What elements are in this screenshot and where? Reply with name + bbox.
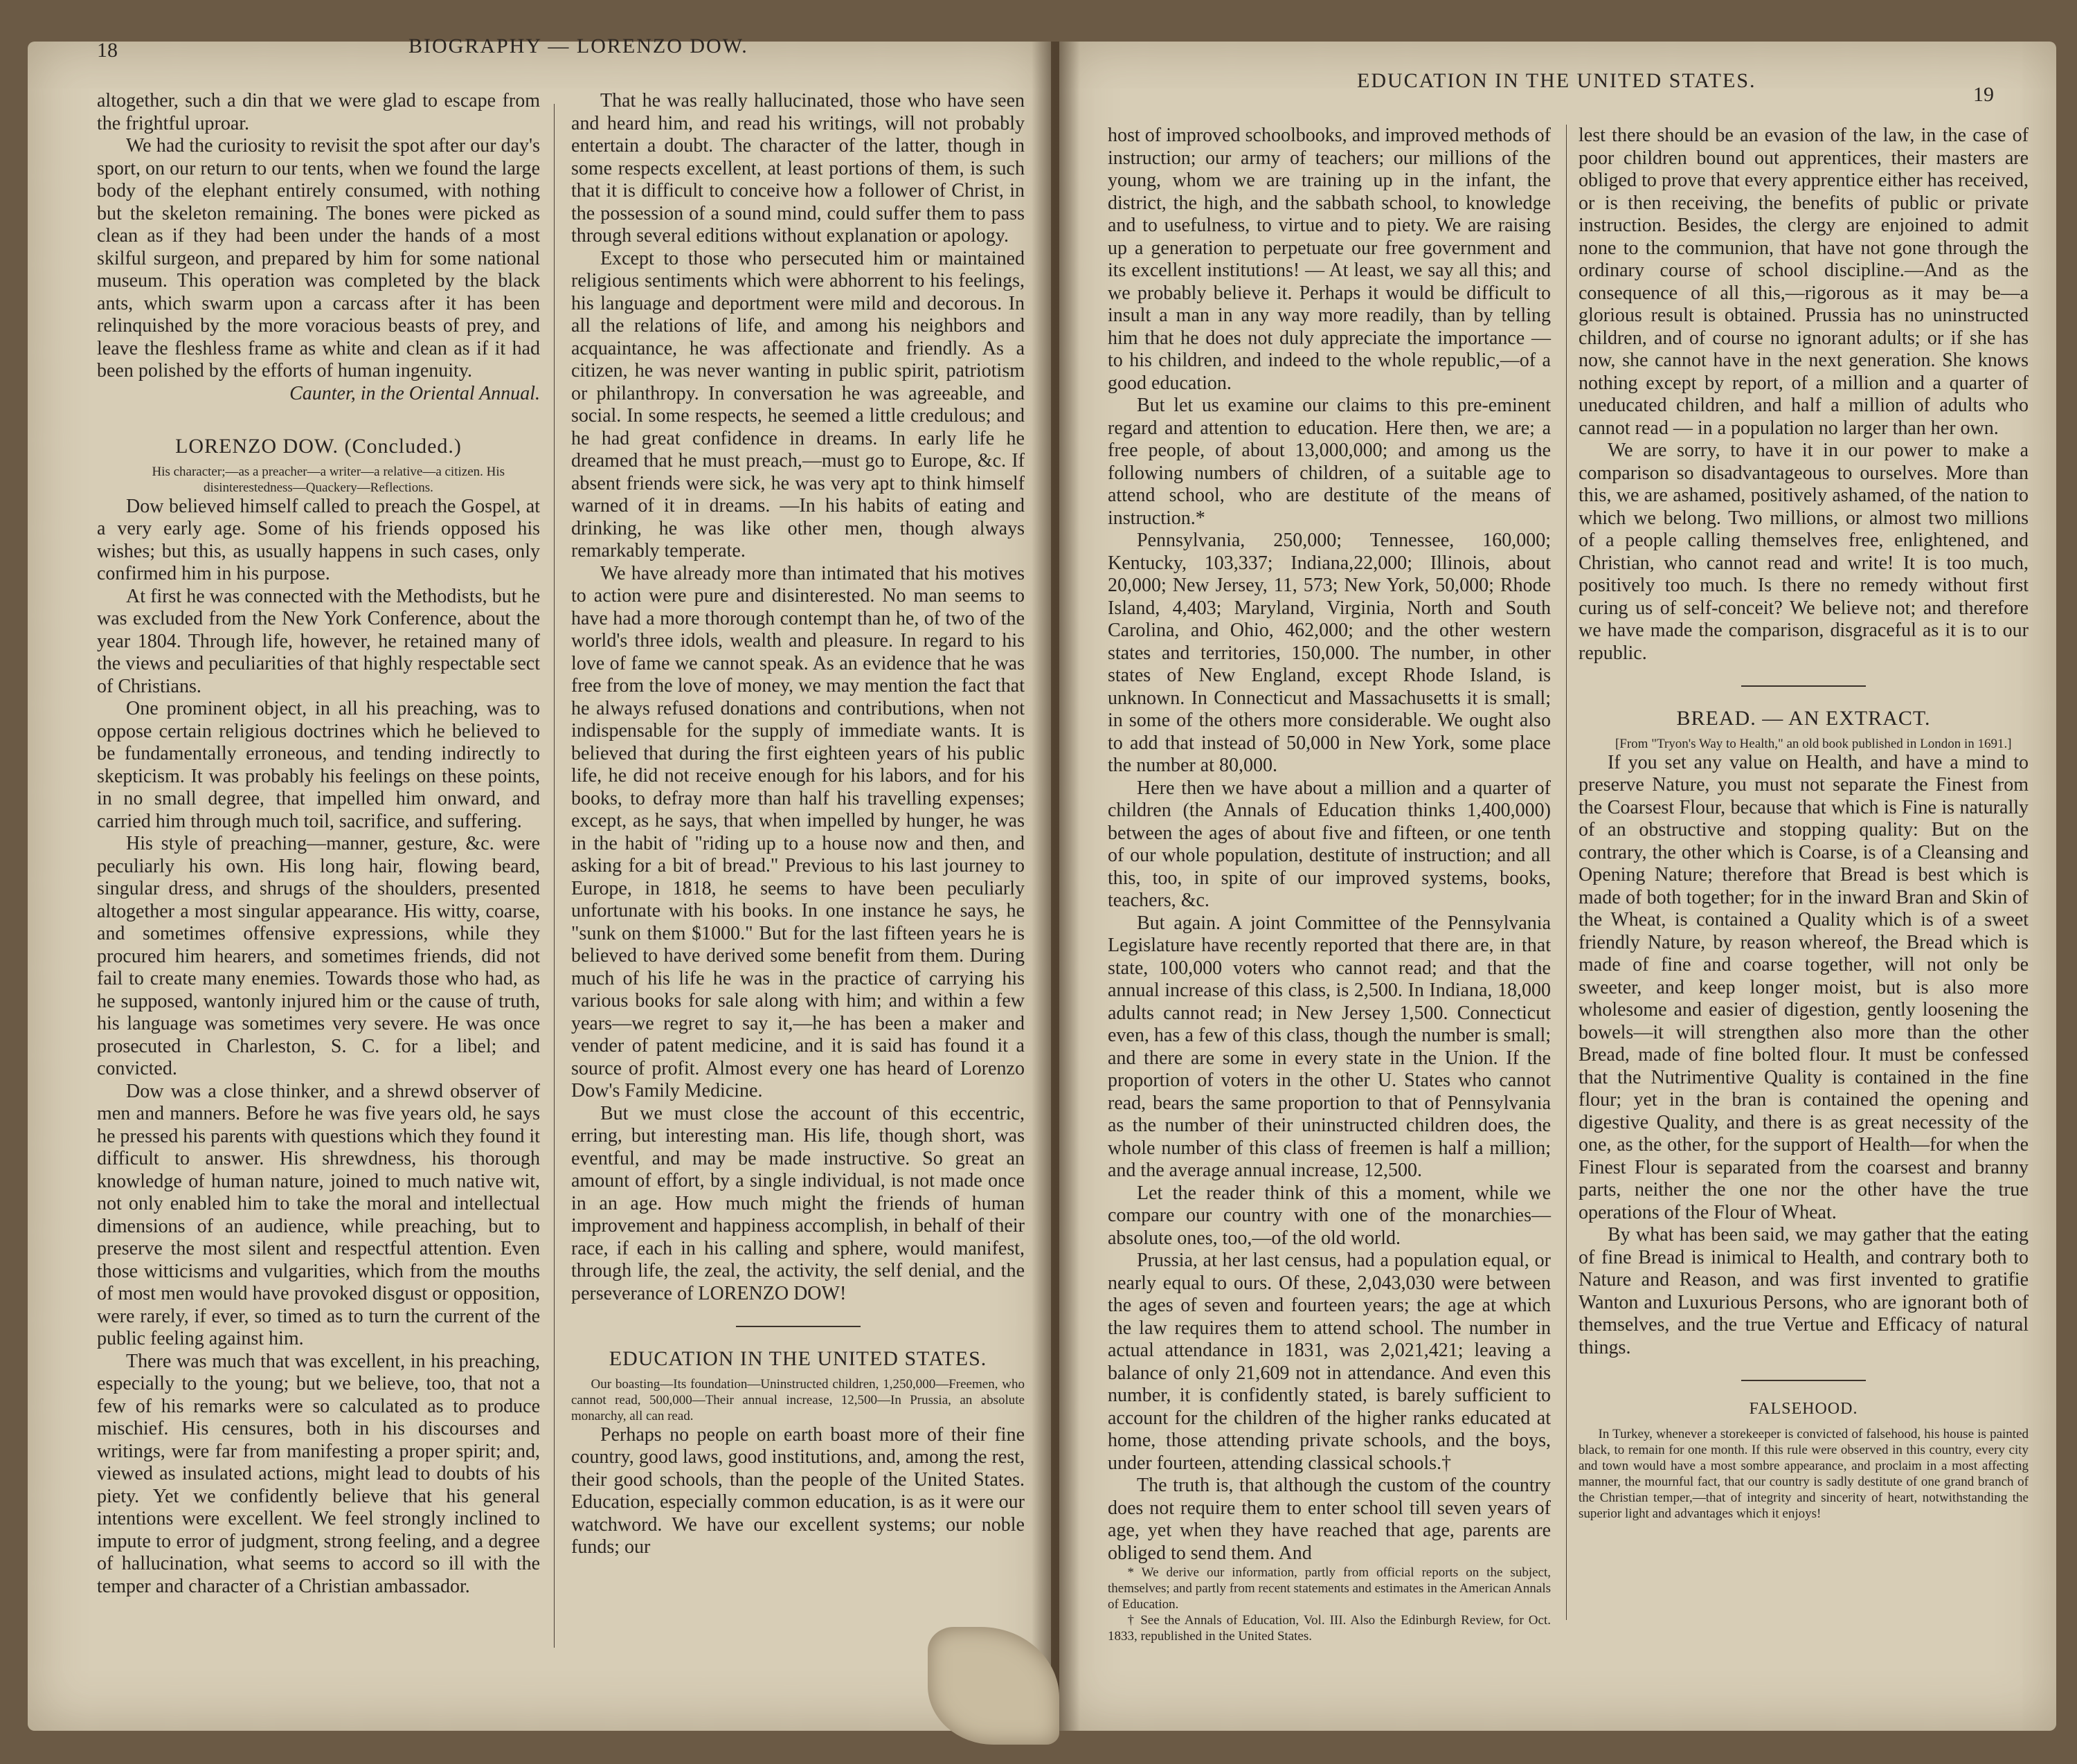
book-gutter [1032,42,1080,1731]
column-divider-right [1566,125,1567,1620]
page-header-right: EDUCATION IN THE UNITED STATES. [1357,69,1756,92]
attribution: Caunter, in the Oriental Annual. [289,382,540,404]
paragraph: That he was really hallucinated, those who have seen and heard him, and read his writings, will not probably entertain a doubt. The character of the latter, though in some respects excellent, at least portions of them, is such that it is difficult to conceive how a follower of Christ, in the possession of a sound mind, could suffer them to pass through several editions without explanation or apology. [571,90,1025,246]
footnote: * We derive our information, partly from official reports on the subject, themselves; and partly from recent statements and estimates in the American Annals of Education. [1108,1565,1552,1612]
paragraph: But again. A joint Committee of the Pennsylvania Legislature have recently reported that there are, in that state, 100,000 voters who cannot read; and that the annual increase of this class, is 2,500. In Indiana, 18,000 adults cannot read; in New Jersey 1,500. Connecticut even, has a few of this class, though the number is small; and there are some in every state in the Union. If the proportion of voters in the other U. States who cannot read, bears the same proportion to that of Pennsylvania as the number of their uninstructed children does, the whole number of this class of freemen is half a million; and the average annual increase, 12,500. [1108,912,1551,1181]
section-rule [736,1326,861,1327]
paragraph: Perhaps no people on earth boast more of their fine country, good laws, good institutions, and, among the rest, their good schools, than the people of the United States. Education, especially common education, is as it were our watchword. We have our excellent systems; our noble funds; our [571,1423,1025,1558]
paragraph: We have already more than intimated that his motives to action were pure and disinterested. No man seems to have had a more thorough contempt than he, of two of the world's three idols, wealth and pleasure. In regard to his love of fame we cannot speak. As an evidence that he was free from the love of money, we may mention the fact that he always refused donations and contributions, when not indispensable for the supply of immediate wants. It is believed that during the first eighteen years of his public life, he did not receive enough for his labors, and for his books, to defray more than half his travelling expenses; except, as he says, that when impelled by hunger, he was in the habit of "riding up to a house now and then, and asking for a bit of bread." Previous to his last journey to Europe, in 1818, he seems to have been peculiarly unfortunate with his books. In one instance he says, he "sunk on them $1000." But for the last fifteen years he is believed to have derived some benefit from them. During much of his life he was in the practice of carrying his various books for sale along with him; and within a few years—we regret to say it,—he has been a maker and vender of patent medicine, and it is said has found it a source of profit. Almost every one has heard of Lorenzo Dow's Family Medicine. [571,562,1025,1101]
paragraph: His style of preaching—manner, gesture, &c. were peculiarly his own. His long hair, flowing beard, singular dress, and shrugs of the shoulders, presented altogether a most singular appearance. His witty, coarse, and sometimes offensive expressions, while they procured him hearers, and sometimes friends, did not fail to create many enemies. Towards those who had, as he supposed, wantonly injured him or the cause of truth, his language was sometimes very severe. He was once prosecuted in Charleston, S. C. for a libel; and convicted. [97,833,540,1079]
paragraph: Except to those who persecuted him or maintained religious sentiments which were abhorrent to his feelings, his language and deportment were mild and decorous. In all the relations of life, and among his neighbors and acquaintance, he was affectionate and friendly. As a citizen, he was never wanting in public spirit, patriotism or philanthropy. In conversation he was agreeable, and social. In some respects, he seemed a little credulous; and he had great confidence in dreams. In early life he dreamed that he must preach,—must go to Europe, &c. If absent friends were sick, he was very apt to think himself warned of it in dreams. —In his habits of eating and drinking, he was like other men, though always remarkably temperate. [571,247,1025,561]
section-caption: [From "Tryon's Way to Health," an old book published in London in 1691.] [1615,736,2012,751]
right-column-1 [1108,125,1551,1644]
paragraph: altogether, such a din that we were glad to escape from the frightful uproar. [97,90,540,134]
paragraph: At first he was connected with the Methodists, but he was excluded from the New York Conference, about the year 1804. Through life, however, he retained many of the views and peculiarities of that highly respectable sect of Christians. [97,585,540,697]
page-number-left: 18 [97,39,118,62]
section-title-falsehood: FALSEHOOD. [1749,1400,1858,1418]
paragraph: We had the curiosity to revisit the spot after our day's sport, on our return to our tents, when we found the large body of the elephant entirely consumed, with nothing but the skeleton remaining. The bones were picked as clean as if they had been under the hands of a most skilful surgeon, and prepared by him for some national museum. This operation was completed by the black ants, which swarm upon a carcass after it has been relinquished by the more voracious beasts of prey, and leave the fleshless frame as white and clean as if it had been polished by the efforts of human ingenuity. [97,135,540,381]
paragraph: But we must close the account of this eccentric, erring, but interesting man. His life, though short, was eventful, and may be made instructive. So great an amount of effort, by a single individual, is not made once in an age. How much might the friends of human improvement and happiness accomplish, in behalf of their race, if each in his calling and sphere, would manifest, through life, the zeal, the activity, the self denial, and the perseverance of LORENZO DOW! [571,1102,1025,1304]
paragraph: We are sorry, to have it in our power to make a comparison so disadvantageous to ourselves. More than this, we are ashamed, positively ashamed, of the nation to which we belong. Two millions, or almost two millions of a people calling themselves free, enlightened, and Christian, who cannot read and write! It is too much, positively too much. Is there no remedy without first curing us of self-conceit? We believe not; and therefore we have made the comparison, disgraceful as it is to our republic. [1579,440,2029,664]
paragraph: Dow was a close thinker, and a shrewd observer of men and manners. Before he was five years old, he says he pressed his parents with questions which they found it difficult to answer. His shrewdness, his thorough knowledge of human nature, joined to much native wit, not only enabled him to take the moral and intellectual dimensions of an audience, while preaching, but to preserve the most silent and respectful attention. Even those witticisms and vulgarities, which from the mouths of most men would have provoked disgust or opposition, were rarely, if ever, so timed as to turn the current of the public feeling against him. [97,1080,541,1349]
paragraph: Pennsylvania, 250,000; Tennessee, 160,000; Kentucky, 103,337; Indiana,22,000; Illinois, about 20,000; New Jersey, 11, 573; New York, 50,000; Rhode Island, 4,403; Maryland, Virginia, North and South Carolina, and Ohio, 462,000; and the other western states and territories, 150,000. The number, in other states of New England, except Rhode Island, is unknown. In Connecticut and Massachusetts it is small; in some of the others more considerable. We ought also to add that instead of 50,000 in New York, some place the number at 80,000. [1108,530,1551,776]
paragraph: Prussia, at her last census, had a population equal, or nearly equal to ours. Of these, 2,043,030 were between the ages of seven and fourteen years; the age at which the law requires them to attend school. The number in actual attendance in 1831, was 2,021,421; leaving a balance of only 21,609 not in attendance. And even this number, it is confidently stated, is barely sufficient to account for the children of the higher ranks educated at home, those attending private schools, and the boys, under fourteen, attending classical schools.† [1108,1250,1551,1474]
paragraph: One prominent object, in all his preaching, was to oppose certain religious doctrines which he believed to be fundamentally erroneous, and tending indirectly to skepticism. It was probably his feelings on these points, in no small degree, that impelled him onward, and carried him through much toil, sacrifice, and suffering. [97,698,540,832]
paragraph: host of improved schoolbooks, and improved methods of instruction; our army of teachers; our millions of the young, whom we are training up in the infant, the district, the high, and the sabbath school, to knowledge and to usefulness, to virtue and to piety. We are raising up a generation to perpetuate our free government and its excellent institutions! — At least, we say all this; and we probably believe it. Perhaps it would be difficult to insult a man in any way more readily, than by telling him that he does not duly appreciate the importance — to his children, and indeed to the whole republic,—of a good education. [1108,125,1551,394]
paragraph: Let the reader think of this a moment, while we compare our country with one of the monarchies—absolute ones, too,—of the old world. [1108,1182,1551,1249]
paragraph: Here then we have about a million and a quarter of children (the Annals of Education thinks 1,400,000) between the ages of about five and fifteen, or one tenth of our whole population, destitute of instruction; and all this, too, in spite of our improved systems, books, teachers, &c. [1108,777,1551,911]
paragraph: In Turkey, whenever a storekeeper is convicted of falsehood, his house is painted black, to remain for one month. If this rule were observed in this country, every city and town would have a most sombre appearance, and proclaim in a most affecting manner, the mournful fact, that our country is sadly destitute of one grand branch of the Christian temper,—that of integrity and sincerity of heart, notwithstanding the superior light and advantages which it enjoys! [1579,1426,2029,1521]
paragraph: Dow believed himself called to preach the Gospel, at a very early age. Some of his friends opposed his wishes; but this, as usually happens in such cases, only confirmed him in his purpose. [97,495,540,584]
paragraph: But let us examine our claims to this pre-eminent regard and attention to education. Here then, we are; a free people, of about 13,000,000; and among us the following numbers of children, of a suitable age to attend school, who are destitute of the means of instruction.* [1108,395,1551,529]
paragraph: There was much that was excellent, in his preaching, especially to the young; but we believe, too, that not a few of his remarks were so calculated as to produce mischief. His censures, both in his discourses and writings, were far from manifesting a proper spirit; and, viewed as insulated actions, might lead to doubts of his piety. Yet we confidently believe that his general intentions were excellent. We feel strongly inclined to impute to error of judgment, strong feeling, and a degree of hallucination, what seems to accord so ill with the temper and character of a Christian ambassador. [97,1350,540,1597]
section-subtitle: His character;—as a preacher—a writer—a relative—a citizen. His disinterestedness—Quackery—Reflections. [152,464,505,495]
section-rule [1741,1380,1866,1381]
section-rule [1741,685,1866,687]
footnote: † See the Annals of Education, Vol. III. Also the Edinburgh Review, for Oct. 1833, republished in the United States. [1108,1613,1551,1644]
section-title-education: EDUCATION IN THE UNITED STATES. [609,1347,987,1370]
paragraph: If you set any value on Health, and have a mind to preserve Nature, you must not separate the Finest from the Coarsest Flour, because that which is Fine is naturally of an obstructive and stopping quality: But on the contrary, the other which is Coarse, is of a Cleansing and Opening Nature; therefore that Bread is best which is made of both together; for in the inward Bran and Skin of the Wheat, is contained a Quality which is of a sweet friendly Nature, by reason whereof, the Bread which is made of fine and coarse together, will not only be sweeter, and keep longer moist, but is also more wholesome and easier of digestion, gently loosening the bowels—it will strengthen also more than the other Bread, made of fine bolted flour. It must be confessed that the Nutrimentive Quality is contained in the fine flour; yet in the bran is contained the opening and digestive Quality, and there is as great necessity of the one, as the other, for the support of Health—for when the Finest Flour is separated from the coarsest and branny parts, neither the one nor the other have the true operations of the Flour of Wheat. [1579,751,2029,1223]
left-column-2 [571,90,1025,1559]
section-caption: Our boasting—Its foundation—Uninstructed children, 1,250,000—Freemen, who cannot read, 500,000—Their annual increase, 12,500—In Prussia, an absolute monarchy, all can read. [571,1376,1025,1423]
section-title-lorenzo-dow: LORENZO DOW. (Concluded.) [175,435,462,458]
paragraph: By what has been said, we may gather that the eating of fine Bread is inimical to Health, and contrary both to Nature and Reason, and was first invented to gratifie Wanton and Luxurious Persons, who are ignorant both of themselves, and the true Vertue and Efficacy of natural things. [1579,1224,2029,1358]
paragraph: The truth is, that although the custom of the country does not require them to enter school till seven years of age, yet when they have reached that age, parents are obliged to send them. And [1108,1475,1551,1564]
left-column-1 [97,90,540,1598]
page-number-right: 19 [1973,83,1994,106]
right-column-2 [1579,125,2029,1522]
page-header-left: BIOGRAPHY — LORENZO DOW. [408,35,748,57]
column-divider-left [554,104,555,1648]
section-title-bread: BREAD. — AN EXTRACT. [1676,707,1931,730]
paragraph: lest there should be an evasion of the law, in the case of poor children bound out apprentices, their masters are obliged to prove that every apprentice either has received, or is then receiving, the benefits of public or private instruction. Besides, the clergy are enjoined to admit none to the communion, that have not gone through the ordinary course of school discipline.—And as the consequence of all this,—rigorous as it may be—a glorious result is obtained. Prussia has no uninstructed children, and of course no ignorant adults; or if she has now, she cannot have in the next generation. She knows nothing except by report, of a million and a quarter of uneducated children, and half a million of adults who cannot read — in a population no larger than her own. [1579,125,2029,439]
